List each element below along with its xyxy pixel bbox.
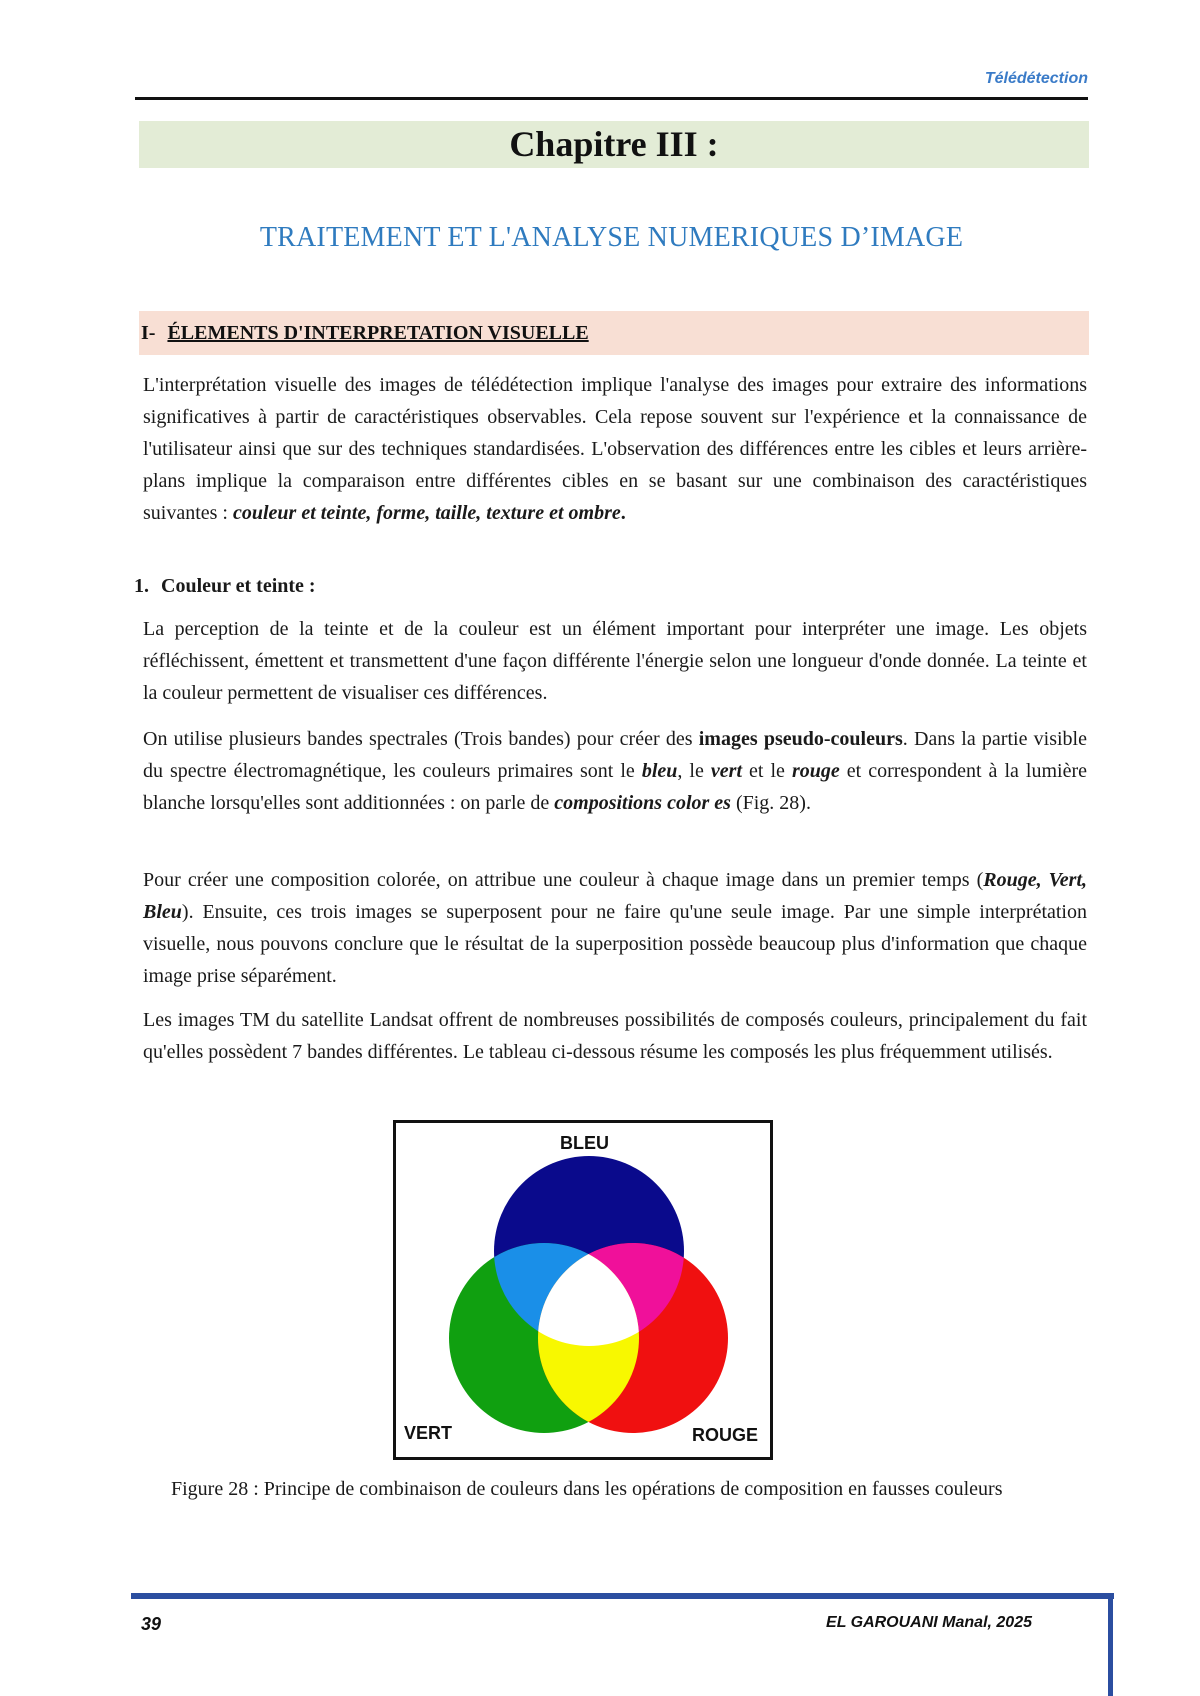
p3-em-rouge: rouge	[791, 760, 840, 782]
intro-text: L'interprétation visuelle des images de télédétection implique l'analyse des images pour extraire des informations significatives à partir de caractéristiques observables. Cela repose souvent sur l'expérience et la connaissance de l'utilisateur ainsi que sur des techniques standardisées. L'observation des différences entre les cibles et leurs arrière-plans implique la comparaison entre différentes cibles en se basant sur une combinaison des caractéristiques suivantes :	[143, 374, 1087, 524]
page-number: 39	[141, 1614, 162, 1634]
p4-em-rvb: Rouge, Vert, Bleu	[143, 869, 1087, 923]
intro-end: .	[620, 502, 626, 524]
subsection-number: 1.	[134, 575, 149, 597]
footer-divider	[131, 1593, 1114, 1599]
section-number: I-	[141, 322, 156, 344]
p4-text-2: ). Ensuite, ces trois images se superposent pour ne faire qu'une seule image. Par une simple interprétation visuelle, nous pouvons conclure que le résultat de la superposition possède beaucoup plus d'information que chaque image prise séparément.	[143, 901, 1087, 987]
paragraph-composition	[143, 864, 1087, 992]
p3-text-2: . Dans la partie visible du spectre électromagnétique, les couleurs primaires sont le	[143, 728, 1087, 782]
p3-em-vert: vert	[710, 760, 742, 782]
section-heading	[139, 311, 1089, 355]
additive-color-diagram	[396, 1123, 770, 1457]
p4-text-1: Pour créer une composition colorée, on attribue une couleur à chaque image dans un premier temps (	[143, 869, 984, 891]
paragraph-pseudo-colors	[143, 723, 1087, 819]
p3-text-5: et correspondent à la lumière blanche lorsqu'elles sont additionnées : on parle de	[143, 760, 1088, 814]
subsection-title: Couleur et teinte :	[161, 575, 316, 597]
document-main-title: TRAITEMENT ET L'ANALYSE NUMERIQUES D’IMAGE	[259, 222, 964, 253]
chapter-title: Chapitre III :	[139, 121, 1089, 168]
footer-side-border	[1108, 1593, 1113, 1696]
footer-author: EL GAROUANI Manal, 2025	[826, 1614, 1032, 1631]
p3-text-1: On utilise plusieurs bandes spectrales (Trois bandes) pour créer des	[143, 728, 699, 750]
header-divider	[135, 97, 1088, 100]
p3-bold-1: images pseudo-couleurs	[698, 728, 903, 750]
figure-caption: Figure 28 : Principe de combinaison de couleurs dans les opérations de composition en fausses couleurs	[171, 1478, 1003, 1500]
p3-text-4: et le	[742, 760, 792, 782]
color-combination-figure	[393, 1120, 773, 1460]
label-blue: BLEU	[560, 1133, 609, 1153]
running-header-title: Télédétection	[984, 70, 1088, 87]
p3-text-3: , le	[677, 760, 711, 782]
paragraph-landsat: Les images TM du satellite Landsat offrent de nombreuses possibilités de composés couleurs, principalement du fait qu'elles possèdent 7 bandes différentes. Le tableau ci-dessous résume les composés les plus fréquemment utilisés.	[143, 1009, 1087, 1063]
p3-text-6: (Fig. 28).	[730, 792, 811, 814]
label-green: VERT	[404, 1423, 453, 1443]
intro-emphasis: couleur et teinte, forme, taille, texture et ombre	[233, 502, 621, 524]
label-red: ROUGE	[692, 1425, 759, 1445]
p3-em-compositions: compositions color es	[554, 792, 731, 814]
p3-em-bleu: bleu	[641, 760, 678, 782]
section-title: ÉLEMENTS D'INTERPRETATION VISUELLE	[167, 322, 589, 344]
intro-paragraph	[143, 369, 1087, 529]
paragraph-color-perception: La perception de la teinte et de la couleur est un élément important pour interpréter une image. Les objets réfléchissent, émettent et transmettent d'une façon différente l'énergie selon une longueur d'onde donnée. La teinte et la couleur permettent de visualiser ces différences.	[143, 618, 1087, 704]
subsection-heading	[134, 570, 316, 602]
